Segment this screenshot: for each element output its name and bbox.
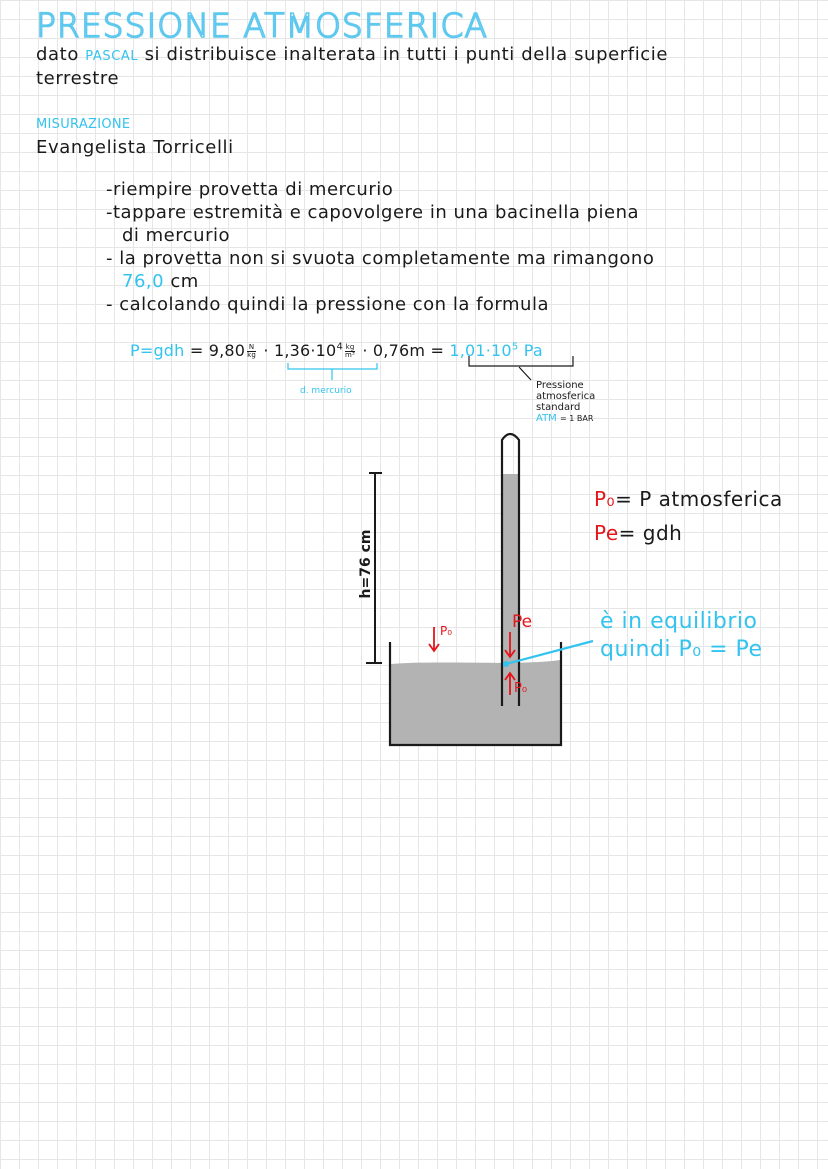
formula-eq2: = [430,341,445,360]
list-item: di mercurio [122,225,230,246]
mercury-height-unit: cm [170,271,199,292]
formula-d-unit: $\frac{kg}{\text{m³}}$ [345,343,356,359]
equilibrium-point [503,661,509,667]
p0-down-arrow [429,627,439,651]
p0-label-left: P₀ [440,624,453,638]
section-heading: MISURAZIONE [36,117,131,132]
atm-label: ATM [536,413,557,424]
legend-pe-text: = gdh [618,521,683,545]
formula-dot2: · [362,341,368,360]
equilibrium-note: è in equilibrio quindi P₀ = Pe [600,609,763,662]
legend-p0-text: = P atmosferica [615,487,783,511]
intro-line-2: terrestre [36,68,120,89]
p0-label-tube: P₀ [514,681,528,696]
result-note: Pressione atmosferica standard ATM = 1 BAR [536,380,596,424]
formula-result: $1,01\cdot 10^5$ Pa [449,341,543,360]
legend-p0-symbol: P₀ [594,487,616,511]
legend-p0 [594,487,783,511]
formula-d: 1,36·10 [273,341,337,360]
formula-d-exp: 4 [336,341,343,353]
intro-rest: si distribuisce inalterata in tutti i punti della superficie [144,44,669,65]
result-pointer [519,367,531,380]
list-item: - la provetta non si svuota completamente ma rimangono [106,248,655,269]
list-item: - calcolando quindi la pressione con la formula [106,294,549,315]
density-label: d. mercurio [300,386,352,396]
formula-h: 0,76m [372,341,426,360]
formula-dot1: · [263,341,269,360]
formula-lhs: P=gdh [130,341,185,360]
list-item: -tappare estremità e capovolgere in una bacinella piena [106,202,640,223]
list-item: -riempire provetta di mercurio [106,179,394,200]
intro-prefix: dato [36,44,79,65]
result-bracket [469,356,573,366]
formula-g-unit: $\frac{N}{kg}$ [247,343,257,359]
pascal-keyword: PASCAL [85,49,139,64]
mercury-height-value: 76,0 [122,271,165,292]
basin-mercury [391,660,560,744]
height-label: h=76 cm [358,529,374,599]
density-bracket [288,363,377,380]
page-title: PRESSIONE ATMOSFERICA [36,6,488,45]
formula-g: 9,80 [208,341,246,360]
section-author: Evangelista Torricelli [36,137,234,158]
tube-mercury [503,474,518,706]
formula-eq1: = [189,341,204,360]
legend-pe-symbol: Pe [594,521,619,545]
legend-pe [594,521,682,545]
pe-label-tube: Pe [512,612,533,632]
